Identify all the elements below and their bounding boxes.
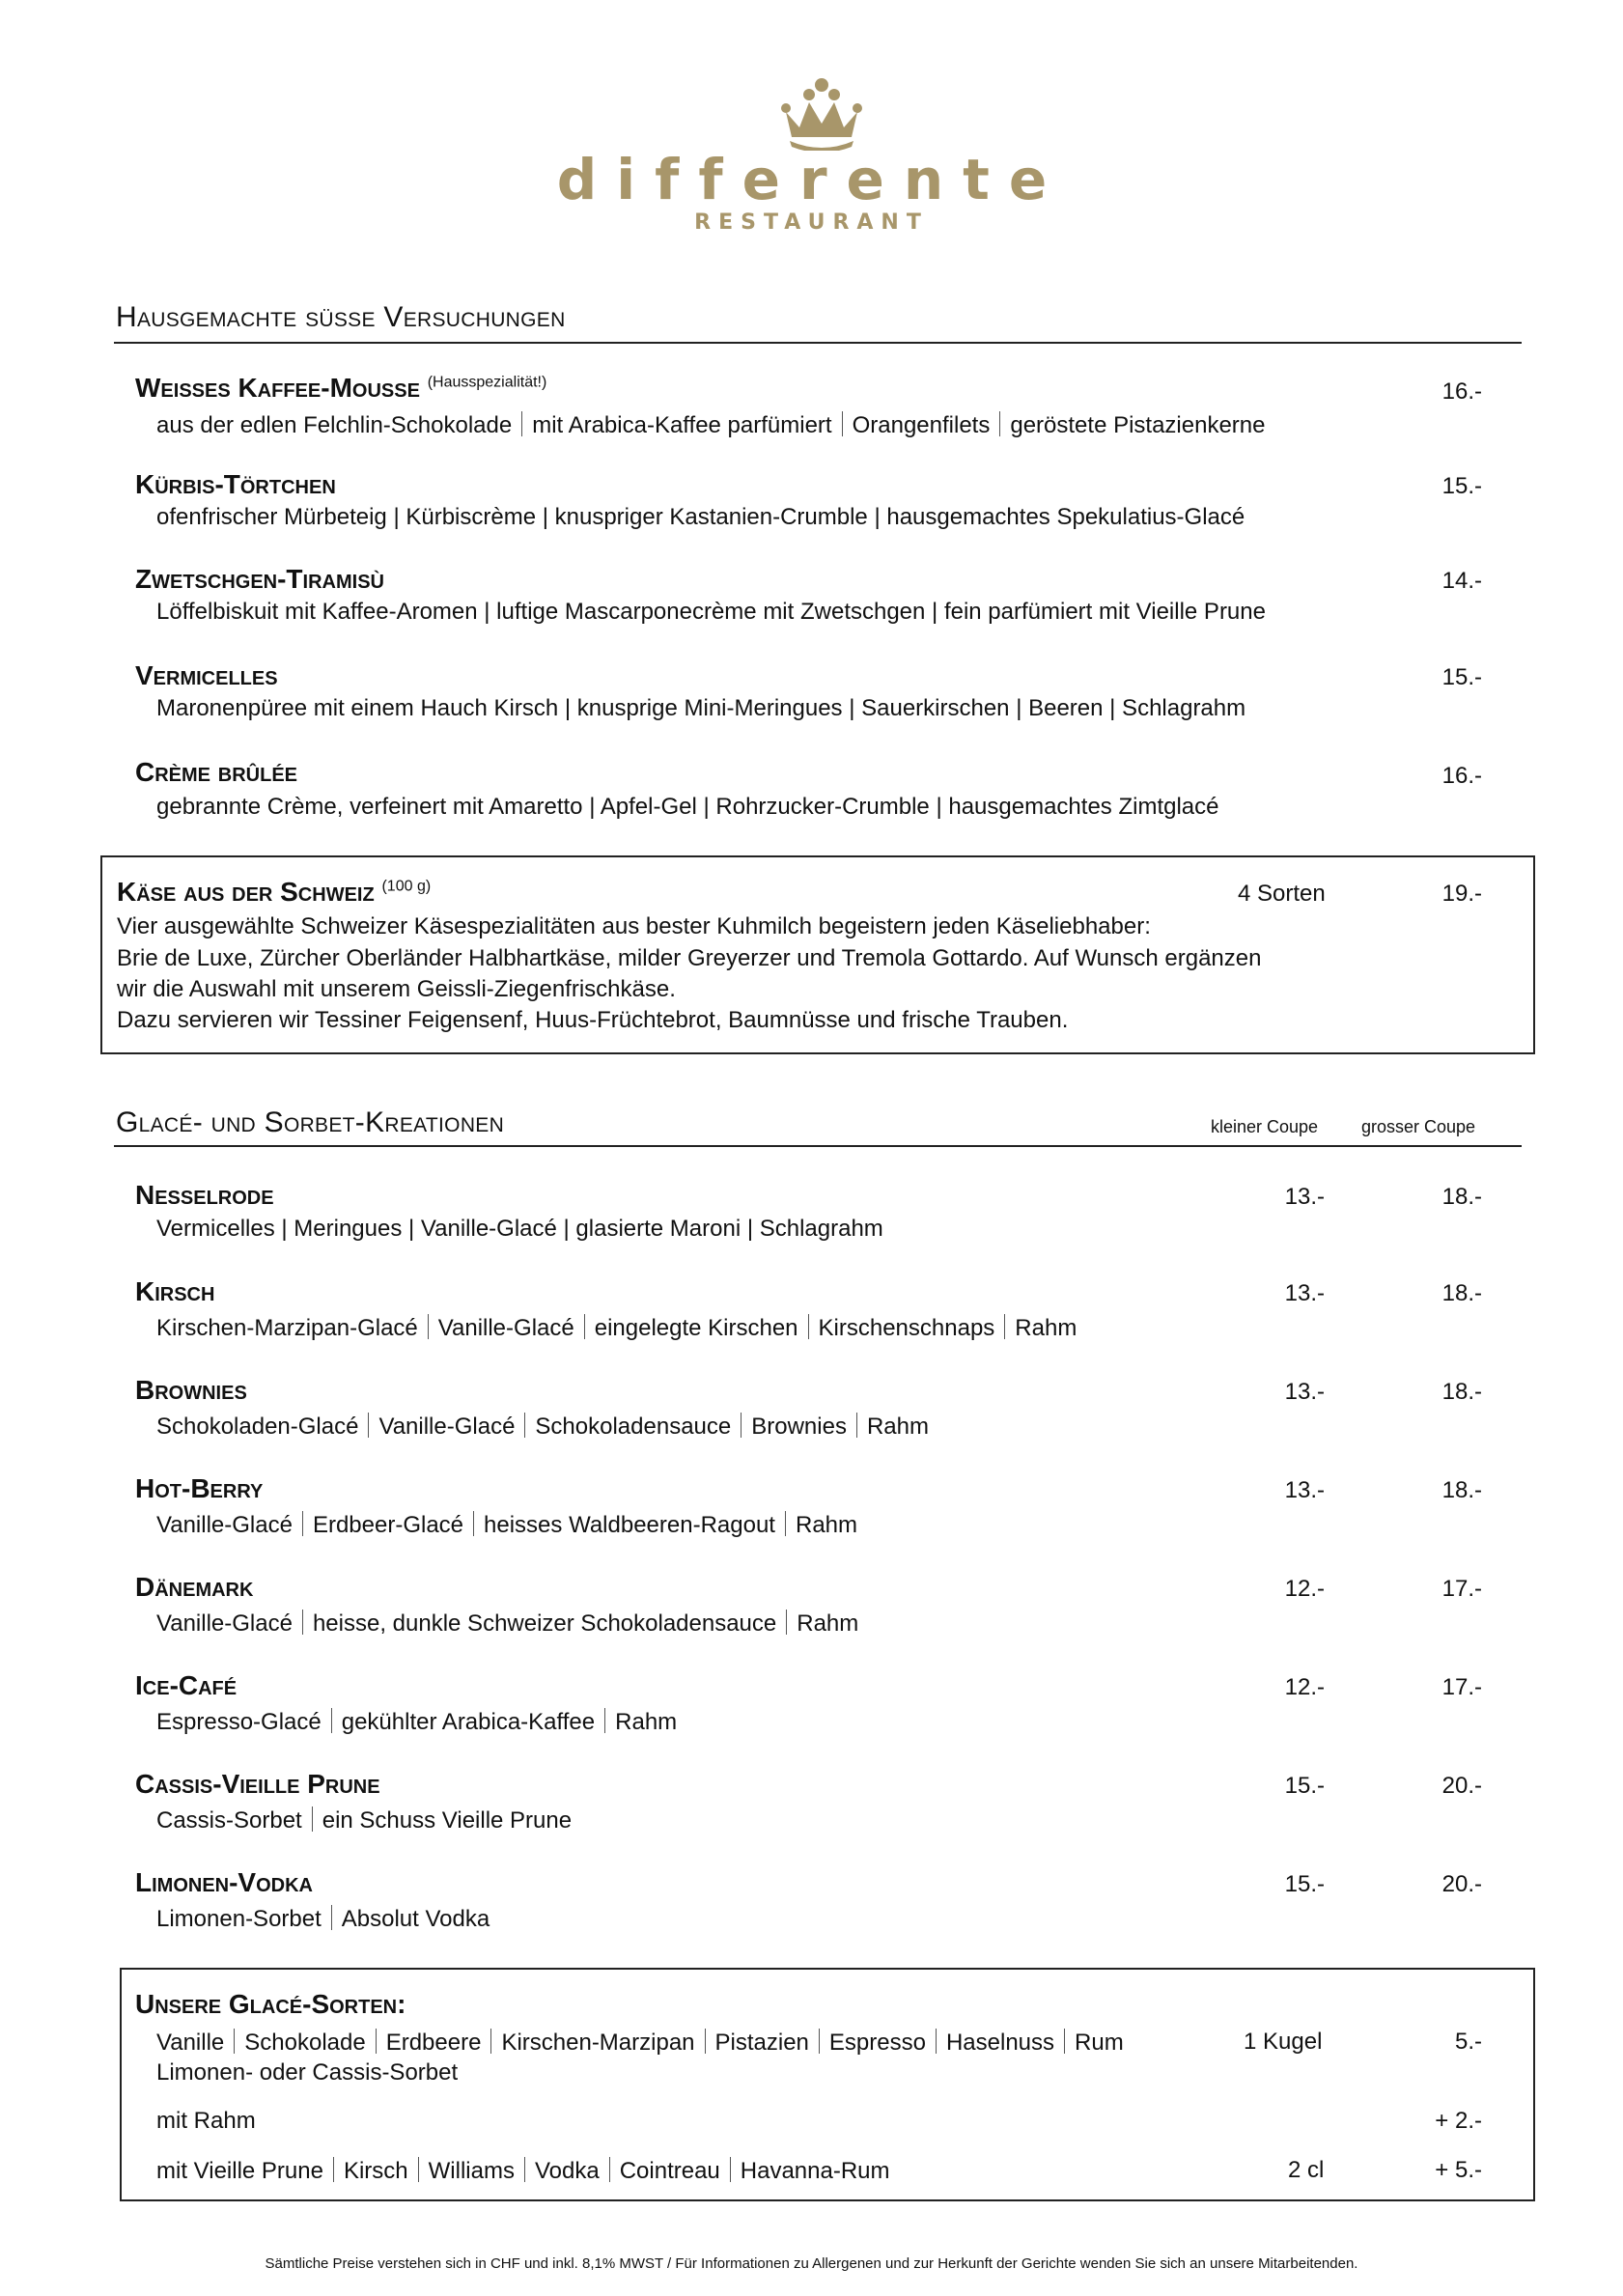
column-header-small: kleiner Coupe [1211, 1117, 1319, 1136]
separator [302, 1511, 303, 1536]
price-large: 20.- [1441, 1871, 1482, 1897]
flavour: Vanille [156, 2030, 225, 2056]
menu-item-name: Käse aus der Schweiz [117, 877, 375, 907]
ingredient: Rahm [1015, 1315, 1077, 1341]
section-title-ice-cream: Glacé- und Sorbet-Kreationen [116, 1106, 505, 1138]
section-title-desserts: Hausgemachte süsse Versuchungen [116, 301, 566, 333]
menu-item-description [156, 1806, 572, 1834]
separator [524, 1413, 525, 1438]
menu-item-price: 16.- [1441, 763, 1482, 789]
ingredient: Rahm [866, 1414, 929, 1440]
ingredient: Vanille-Glacé [156, 1512, 293, 1538]
menu-item-description: Löffelbiskuit mit Kaffee-Aromen | luftige Mascarponecrème mit Zwetschgen | fein parfümiert mit Vieille Prune [156, 599, 1266, 625]
menu-item-title [135, 373, 546, 404]
ingredient: Erdbeer-Glacé [312, 1512, 464, 1538]
menu-item-description [156, 1511, 857, 1539]
cheese-price: 19.- [1441, 881, 1482, 907]
price-large: 20.- [1441, 1773, 1482, 1799]
flavour: Erdbeere [385, 2030, 482, 2056]
menu-item-name: Hot-Berry [135, 1473, 264, 1503]
ingredient: Espresso-Glacé [156, 1709, 322, 1735]
column-header-large: grosser Coupe [1361, 1117, 1476, 1136]
spirit: Vodka [534, 2158, 600, 2184]
separator [333, 2157, 334, 2182]
cream-price: + 2.- [1435, 2108, 1482, 2134]
cheese-description-line: Vier ausgewählte Schweizer Käsespezialitäten aus bester Kuhmilch begeistern jeden Käseliebhaber: [117, 913, 1151, 939]
menu-item-description: Maronenpüree mit einem Hauch Kirsch | knusprige Mini-Meringues | Sauerkirschen | Beeren | Schlagrahm [156, 695, 1246, 721]
menu-item-description [156, 411, 1266, 439]
menu-item-price: 16.- [1441, 378, 1482, 405]
menu-item-price: 15.- [1441, 473, 1482, 499]
price-small: 12.- [1284, 1576, 1325, 1602]
separator [936, 2029, 937, 2054]
flavours-list-sorbet: Limonen- oder Cassis-Sorbet [156, 2059, 459, 2086]
menu-item-description [156, 1610, 858, 1638]
ingredient: Rahm [795, 1512, 858, 1538]
menu-item-name: Cassis-Vieille Prune [135, 1769, 380, 1799]
price-large: 18.- [1441, 1379, 1482, 1405]
menu-item-description: ofenfrischer Mürbeteig | Kürbiscrème | knuspriger Kastanien-Crumble | hausgemachtes Spekulatius-Glacé [156, 504, 1245, 530]
menu-item-name: Nesselrode [135, 1180, 274, 1210]
ingredient: Limonen-Sorbet [156, 1906, 322, 1932]
separator [428, 1314, 429, 1339]
menu-item-description [156, 1413, 929, 1441]
ingredient: Rahm [797, 1610, 859, 1637]
price-small: 13.- [1284, 1184, 1325, 1210]
spirit: Williams [428, 2158, 515, 2184]
ingredient: eingelegte Kirschen [594, 1315, 798, 1341]
menu-item-price: 14.- [1441, 568, 1482, 594]
price-small: 13.- [1284, 1280, 1325, 1306]
menu-item-name: Weisses Kaffee-Mousse [135, 373, 420, 403]
logo-wordmark: differente [556, 147, 1067, 212]
ingredient: Schokoladensauce [535, 1414, 732, 1440]
flavour: Schokolade [244, 2030, 366, 2056]
price-large: 18.- [1441, 1280, 1482, 1306]
ingredient: Vanille-Glacé [156, 1610, 293, 1637]
cheese-title [117, 877, 431, 908]
separator [609, 2157, 610, 2182]
menu-item-description [156, 1708, 677, 1736]
cheese-description-line: Brie de Luxe, Zürcher Oberländer Halbhartkäse, milder Greyerzer und Tremola Gottardo. Auf Wunsch ergänzen [117, 945, 1262, 971]
menu-item-name: Limonen-Vodka [135, 1867, 313, 1897]
separator [331, 1708, 332, 1733]
price-small: 15.- [1284, 1773, 1325, 1799]
separator [368, 1413, 369, 1438]
ingredient: Rahm [615, 1709, 678, 1735]
price-large: 17.- [1441, 1576, 1482, 1602]
price-small: 13.- [1284, 1477, 1325, 1503]
separator [490, 2029, 491, 2054]
spirit: Cointreau [619, 2158, 720, 2184]
ingredient: Schokoladen-Glacé [156, 1414, 359, 1440]
separator [785, 1511, 786, 1536]
spirit-amount: 2 cl [1288, 2157, 1325, 2183]
flavours-title: Unsere Glacé-Sorten: [135, 1989, 406, 2019]
section-divider [114, 1145, 1522, 1147]
cheese-description-line: Dazu servieren wir Tessiner Feigensenf, Huus-Früchtebrot, Baumnüsse und frische Trauben. [117, 1007, 1069, 1033]
price-large: 17.- [1441, 1674, 1482, 1700]
menu-item-name: Crème brûlée [135, 757, 298, 787]
separator [604, 1708, 605, 1733]
menu-item-price: 15.- [1441, 664, 1482, 690]
separator [999, 411, 1000, 436]
separator [331, 1905, 332, 1930]
price-large: 18.- [1441, 1477, 1482, 1503]
logo-tagline: RESTAURANT [694, 210, 929, 235]
separator [1004, 1314, 1005, 1339]
separator [819, 2029, 820, 2054]
menu-item-name: Ice-Café [135, 1670, 238, 1700]
menu-item-name: Vermicelles [135, 660, 278, 690]
flavours-list [156, 2029, 1124, 2057]
spirits-list [156, 2157, 890, 2185]
ingredient: gekühlter Arabica-Kaffee [341, 1709, 596, 1735]
cream-label: mit Rahm [156, 2108, 256, 2134]
separator [312, 1806, 313, 1832]
ingredient: Vanille-Glacé [378, 1414, 516, 1440]
separator [741, 1413, 742, 1438]
spirit: Kirsch [343, 2158, 408, 2184]
scoop-label: 1 Kugel [1244, 2029, 1323, 2055]
ingredient: Brownies [751, 1414, 847, 1440]
menu-item-description: gebrannte Crème, verfeinert mit Amaretto | Apfel-Gel | Rohrzucker-Crumble | hausgemachtes Zimtglacé [156, 794, 1219, 820]
ingredient: heisses Waldbeeren-Ragout [484, 1512, 775, 1538]
separator [234, 2029, 235, 2054]
menu-item-description [156, 1314, 1077, 1342]
price-small: 12.- [1284, 1674, 1325, 1700]
separator [786, 1610, 787, 1635]
ingredient: mit Arabica-Kaffee parfümiert [532, 412, 832, 438]
price-small: 13.- [1284, 1379, 1325, 1405]
separator [584, 1314, 585, 1339]
crown-icon [780, 73, 863, 155]
spirit: Havanna-Rum [740, 2158, 890, 2184]
ingredient: Kirschen-Marzipan-Glacé [156, 1315, 418, 1341]
separator [418, 2157, 419, 2182]
ingredient: aus der edlen Felchlin-Schokolade [156, 412, 513, 438]
menu-item-note: (100 g) [381, 878, 432, 895]
ingredient: Kirschenschnaps [818, 1315, 995, 1341]
separator [521, 411, 522, 436]
flavour: Pistazien [714, 2030, 809, 2056]
footer-note: Sämtliche Preise verstehen sich in CHF und inkl. 8,1% MWST / Für Informationen zu Allergenen und zur Herkunft der Gerichte wenden Sie sich an unsere Mitarbeitenden. [265, 2255, 1358, 2272]
ingredient: geröstete Pistazienkerne [1010, 412, 1266, 438]
scoop-price: 5.- [1454, 2029, 1482, 2055]
menu-item-name: Brownies [135, 1375, 247, 1405]
menu-item-note: (Hausspezialität!) [427, 374, 547, 391]
separator [730, 2157, 731, 2182]
section-divider [114, 342, 1522, 344]
separator [302, 1610, 303, 1635]
menu-item-name: Kürbis-Törtchen [135, 469, 336, 499]
separator [856, 1413, 857, 1438]
cheese-description-line: wir die Auswahl mit unserem Geissli-Ziegenfrischkäse. [117, 976, 676, 1002]
menu-item-description: Vermicelles | Meringues | Vanille-Glacé | glasierte Maroni | Schlagrahm [156, 1216, 883, 1242]
price-small: 15.- [1284, 1871, 1325, 1897]
cheese-variant: 4 Sorten [1238, 881, 1326, 907]
flavour: Espresso [828, 2030, 926, 2056]
spirit-price: + 5.- [1435, 2157, 1482, 2183]
menu-item-name: Dänemark [135, 1572, 254, 1602]
separator [473, 1511, 474, 1536]
ingredient: Orangenfilets [852, 412, 991, 438]
separator [1064, 2029, 1065, 2054]
flavour: Kirschen-Marzipan [501, 2030, 695, 2056]
separator [842, 411, 843, 436]
ingredient: ein Schuss Vieille Prune [322, 1807, 573, 1834]
menu-item-description [156, 1905, 490, 1933]
ingredient: heisse, dunkle Schweizer Schokoladensauce [312, 1610, 777, 1637]
separator [376, 2029, 377, 2054]
flavour: Haselnuss [945, 2030, 1055, 2056]
ingredient: Vanille-Glacé [437, 1315, 574, 1341]
spirit: mit Vieille Prune [156, 2158, 323, 2184]
separator [705, 2029, 706, 2054]
ingredient: Absolut Vodka [341, 1906, 490, 1932]
separator [808, 1314, 809, 1339]
ingredient: Cassis-Sorbet [156, 1807, 302, 1834]
menu-item-name: Zwetschgen-Tiramisù [135, 564, 384, 594]
separator [524, 2157, 525, 2182]
price-large: 18.- [1441, 1184, 1482, 1210]
flavour: Rum [1075, 2030, 1124, 2056]
menu-item-name: Kirsch [135, 1276, 215, 1306]
